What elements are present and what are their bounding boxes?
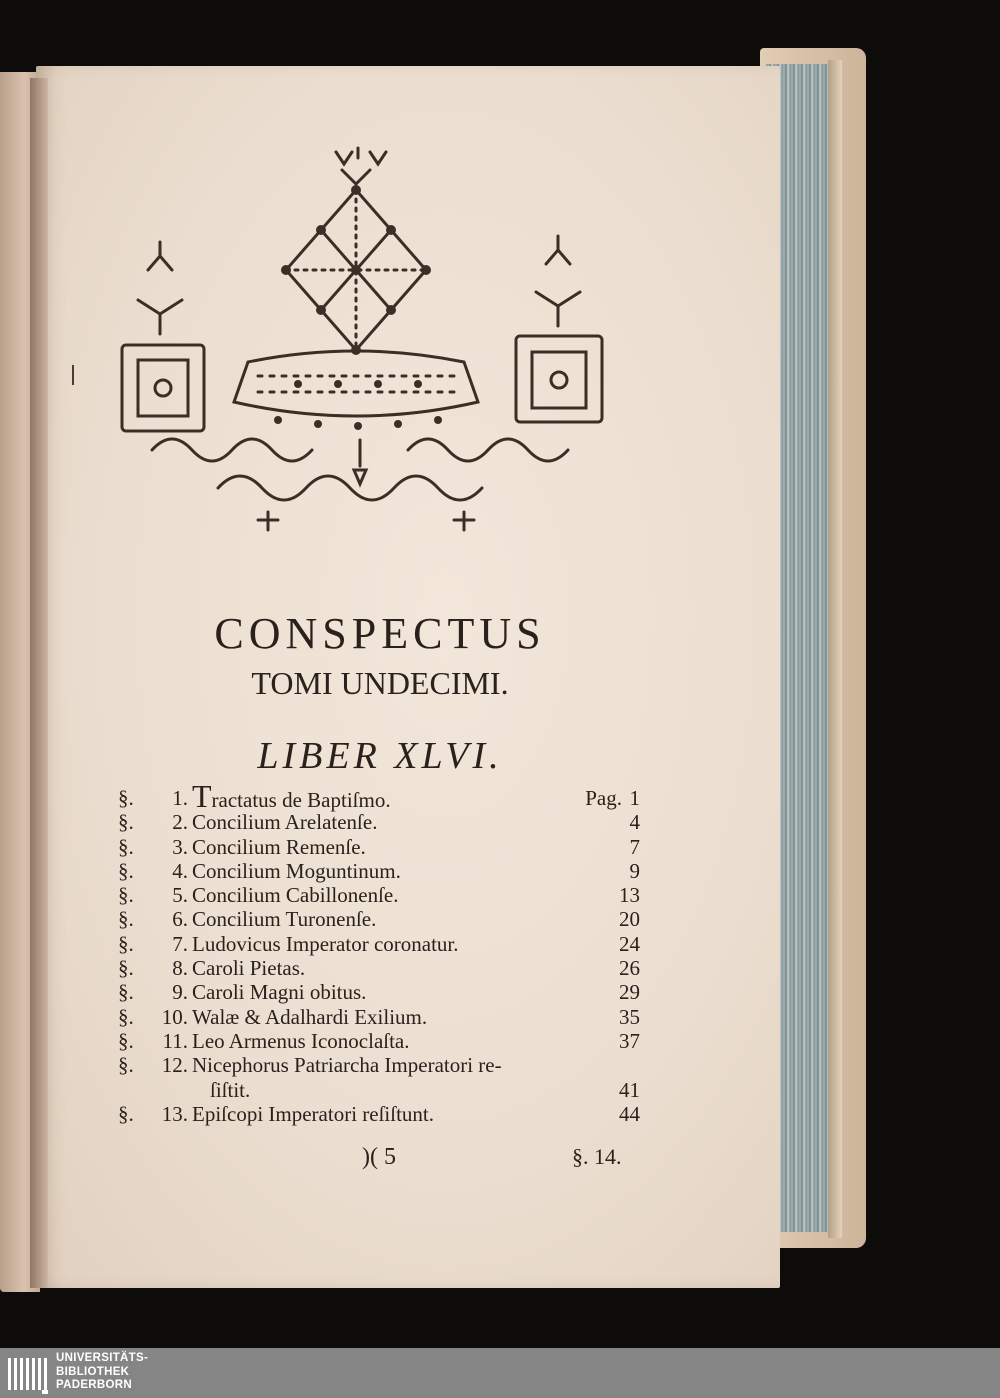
toc-row [112, 980, 652, 1004]
toc-number: 11. [162, 1028, 188, 1053]
section-sign: §. [118, 907, 134, 932]
signature-mark: )( 5 [362, 1144, 396, 1170]
initial-letter: T [192, 778, 212, 814]
headpiece-ornament [108, 140, 620, 540]
toc-page-number: 35 [619, 1004, 640, 1029]
toc-number: 1. [172, 786, 188, 810]
section-sign: §. [118, 1004, 134, 1029]
toc-row-continuation [112, 1078, 652, 1102]
toc-title: Concilium Moguntinum. [192, 858, 401, 883]
library-footer-bar [0, 1348, 1000, 1398]
toc-page-number: 20 [619, 907, 640, 932]
margin-mark [72, 365, 74, 385]
toc-title: Walæ & Adalhardi Exilium. [192, 1004, 428, 1029]
toc-page-number: 13 [619, 883, 640, 908]
toc-row [112, 835, 652, 859]
toc-title-continuation: ſiſtit. [210, 1077, 251, 1102]
toc-row [112, 883, 652, 907]
logo-line: UNIVERSITÄTS- [56, 1352, 149, 1364]
library-logo-icon [6, 1354, 52, 1394]
toc-title: Caroli Pietas. [192, 956, 306, 981]
fore-edge-shade [828, 60, 842, 1238]
toc-title: Ludovicus Imperator coronatur. [192, 931, 459, 956]
toc-number: 7. [172, 931, 188, 956]
toc-page-number: 24 [619, 931, 640, 956]
catchword: §. 14. [572, 1144, 622, 1169]
gutter [30, 78, 48, 1288]
toc-title [192, 778, 391, 814]
toc-row [112, 932, 652, 956]
library-logo-text [56, 1352, 256, 1393]
logo-line: PADERBORN [56, 1379, 132, 1391]
toc-number: 4. [172, 858, 188, 883]
section-sign: §. [118, 980, 134, 1005]
section-sign: §. [118, 956, 134, 981]
toc-number: 12. [161, 1053, 188, 1078]
toc-page-number: 9 [629, 858, 640, 883]
toc-title: Concilium Turonenſe. [192, 907, 377, 932]
toc-number: 2. [172, 810, 188, 835]
toc-row [112, 1102, 652, 1126]
toc-title-rest: ractatus de Baptiſmo. [211, 788, 391, 812]
toc-number: 3. [172, 834, 188, 859]
toc-row [112, 810, 652, 834]
toc-number: 6. [172, 907, 188, 932]
toc-number: 13. [161, 1101, 188, 1126]
toc-title: Concilium Cabillonenſe. [192, 883, 399, 908]
toc-page-number: 7 [629, 834, 640, 859]
toc-number: 8. [172, 956, 188, 981]
toc-number: 9. [172, 980, 188, 1005]
pag-label: Pag. [585, 786, 622, 810]
toc-page-number: 44 [619, 1101, 640, 1126]
section-sign: §. [118, 1101, 134, 1126]
toc-title: Concilium Remenſe. [192, 834, 366, 859]
toc-page-number: 1 [629, 786, 640, 810]
section-sign: §. [118, 858, 134, 883]
toc-page-number: 29 [619, 980, 640, 1005]
toc-row [112, 778, 652, 814]
toc-number: 10. [161, 1004, 188, 1029]
toc-row [112, 907, 652, 931]
title-conspectus: CONSPECTUS [214, 609, 546, 658]
toc-title: Concilium Arelatenſe. [192, 810, 378, 835]
toc-title: Epiſcopi Imperatori reſiſtunt. [192, 1101, 435, 1126]
toc-row [112, 859, 652, 883]
toc-row [112, 956, 652, 980]
section-sign: §. [118, 883, 134, 908]
toc-row [112, 1005, 652, 1029]
section-sign: §. [118, 810, 134, 835]
toc-page-number: 37 [619, 1028, 640, 1053]
toc-title: Caroli Magni obitus. [192, 980, 367, 1005]
section-sign: §. [118, 786, 134, 810]
toc-row [112, 1029, 652, 1053]
section-sign: §. [118, 834, 134, 859]
section-sign: §. [118, 1028, 134, 1053]
logo-line: BIBLIOTHEK [56, 1365, 130, 1378]
heading-liber: LIBER XLVI. [257, 735, 503, 777]
section-sign: §. [118, 931, 134, 956]
toc-page-number: 26 [619, 956, 640, 981]
toc-title: Leo Armenus Iconoclaſta. [192, 1028, 410, 1053]
subtitle-tomi: TOMI UNDECIMI. [251, 665, 509, 701]
section-sign: §. [118, 1053, 134, 1078]
toc-title: Nicephorus Patriarcha Imperatori re- [192, 1053, 502, 1078]
toc-row [112, 1053, 652, 1077]
table-of-contents [112, 778, 652, 1126]
toc-number: 5. [172, 883, 188, 908]
toc-page-number: 4 [629, 810, 640, 835]
toc-page-number: 41 [619, 1077, 640, 1102]
